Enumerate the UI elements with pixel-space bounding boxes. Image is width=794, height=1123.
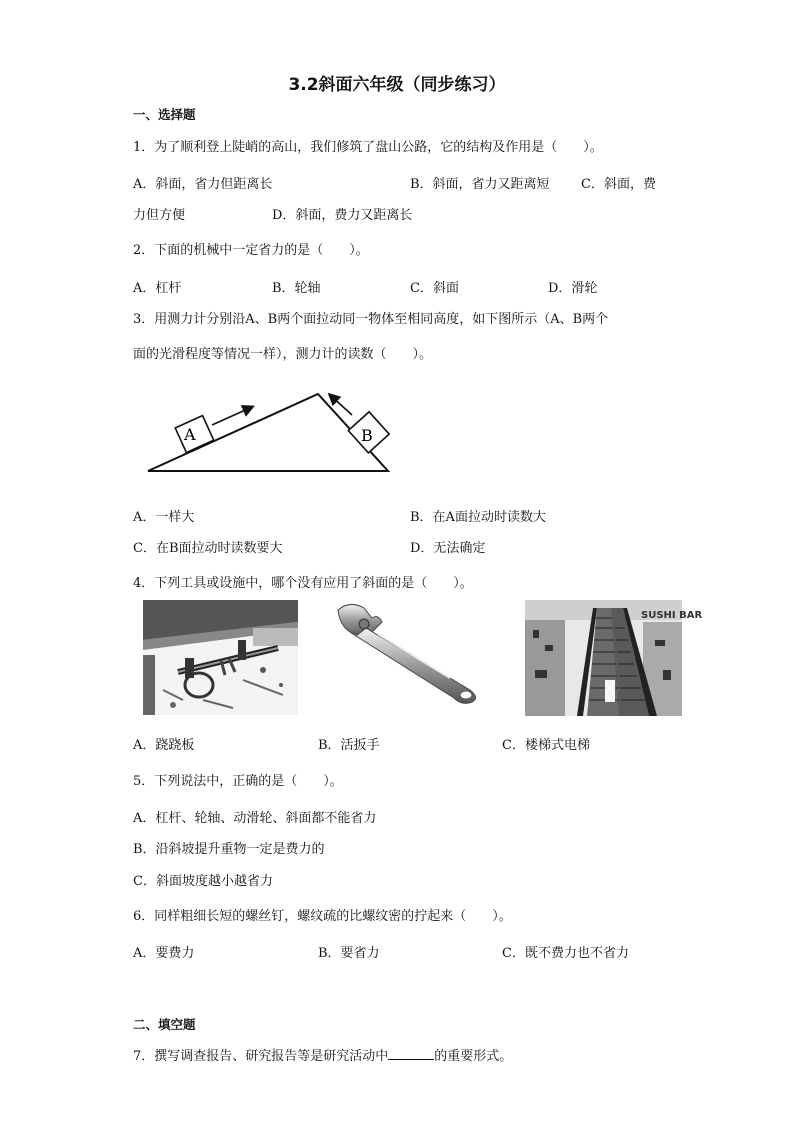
question-1-option-c-continued: 力但方便 <box>133 208 186 223</box>
answer-blank[interactable] <box>388 1046 434 1060</box>
question-3-option-b: B．在A面拉动时读数大 <box>410 510 546 525</box>
question-5-option-c: C．斜面坡度越小越省力 <box>133 874 273 889</box>
question-4-option-b: B．活扳手 <box>318 738 380 753</box>
page-title: 3.2斜面六年级（同步练习） <box>288 75 506 95</box>
question-5-stem: 5．下列说法中，正确的是（ ）。 <box>133 774 343 789</box>
escalator-image <box>525 600 703 716</box>
question-6-option-a: A．要费力 <box>133 946 195 961</box>
question-2-option-a: A．杠杆 <box>133 281 182 296</box>
question-4-option-c: C．楼梯式电梯 <box>502 738 590 753</box>
question-1-option-c: C．斜面，费 <box>581 177 656 192</box>
section-heading-fill: 二、填空题 <box>133 1017 196 1032</box>
question-2-stem: 2．下面的机械中一定省力的是（ ）。 <box>133 243 369 258</box>
question-3-option-a: A．一样大 <box>133 510 195 525</box>
seesaw-image <box>143 600 298 715</box>
question-7-stem-end: 的重要形式。 <box>434 1049 513 1064</box>
question-3-option-c: C．在B面拉动时读数要大 <box>133 541 283 556</box>
question-1-option-a: A．斜面，省力但距离长 <box>133 177 273 192</box>
block-a-label: A <box>184 425 196 444</box>
block-b-label: B <box>361 426 373 445</box>
incline-diagram <box>140 385 400 480</box>
question-3-stem-line2: 面的光滑程度等情况一样），测力计的读数（ ）。 <box>133 347 433 362</box>
escalator-sign-text: SUSHI BAR <box>641 610 703 621</box>
question-4-option-a: A．跷跷板 <box>133 738 195 753</box>
question-3-stem-line1: 3．用测力计分别沿A、B两个面拉动同一物体至相同高度，如下图所示（A、B两个 <box>133 312 609 327</box>
question-1-option-d: D．斜面，费力又距离长 <box>272 208 413 223</box>
question-7-stem-start: 7．撰写调查报告、研究报告等是研究活动中 <box>133 1049 389 1064</box>
question-1-option-b: B．斜面，省力又距离短 <box>410 177 550 192</box>
question-6-option-c: C．既不费力也不省力 <box>502 946 629 961</box>
question-5-option-a: A．杠杆、轮轴、动滑轮、斜面都不能省力 <box>133 811 377 826</box>
question-3-option-d: D．无法确定 <box>410 541 486 556</box>
section-heading-choice: 一、选择题 <box>133 107 196 122</box>
wrench-image <box>330 598 490 708</box>
question-2-option-b: B．轮轴 <box>272 281 321 296</box>
question-6-stem: 6．同样粗细长短的螺丝钉，螺纹疏的比螺纹密的拧起来（ ）。 <box>133 909 512 924</box>
question-6-option-b: B．要省力 <box>318 946 380 961</box>
question-5-option-b: B．沿斜坡提升重物一定是费力的 <box>133 842 325 857</box>
question-2-option-c: C．斜面 <box>410 281 459 296</box>
arrow-a <box>212 407 252 425</box>
question-7-stem <box>133 1045 512 1064</box>
question-1-stem: 1．为了顺利登上陡峭的高山，我们修筑了盘山公路，它的结构及作用是（ ）。 <box>133 140 603 155</box>
question-2-option-d: D．滑轮 <box>548 281 598 296</box>
question-4-stem: 4．下列工具或设施中，哪个没有应用了斜面的是（ ）。 <box>133 576 473 591</box>
